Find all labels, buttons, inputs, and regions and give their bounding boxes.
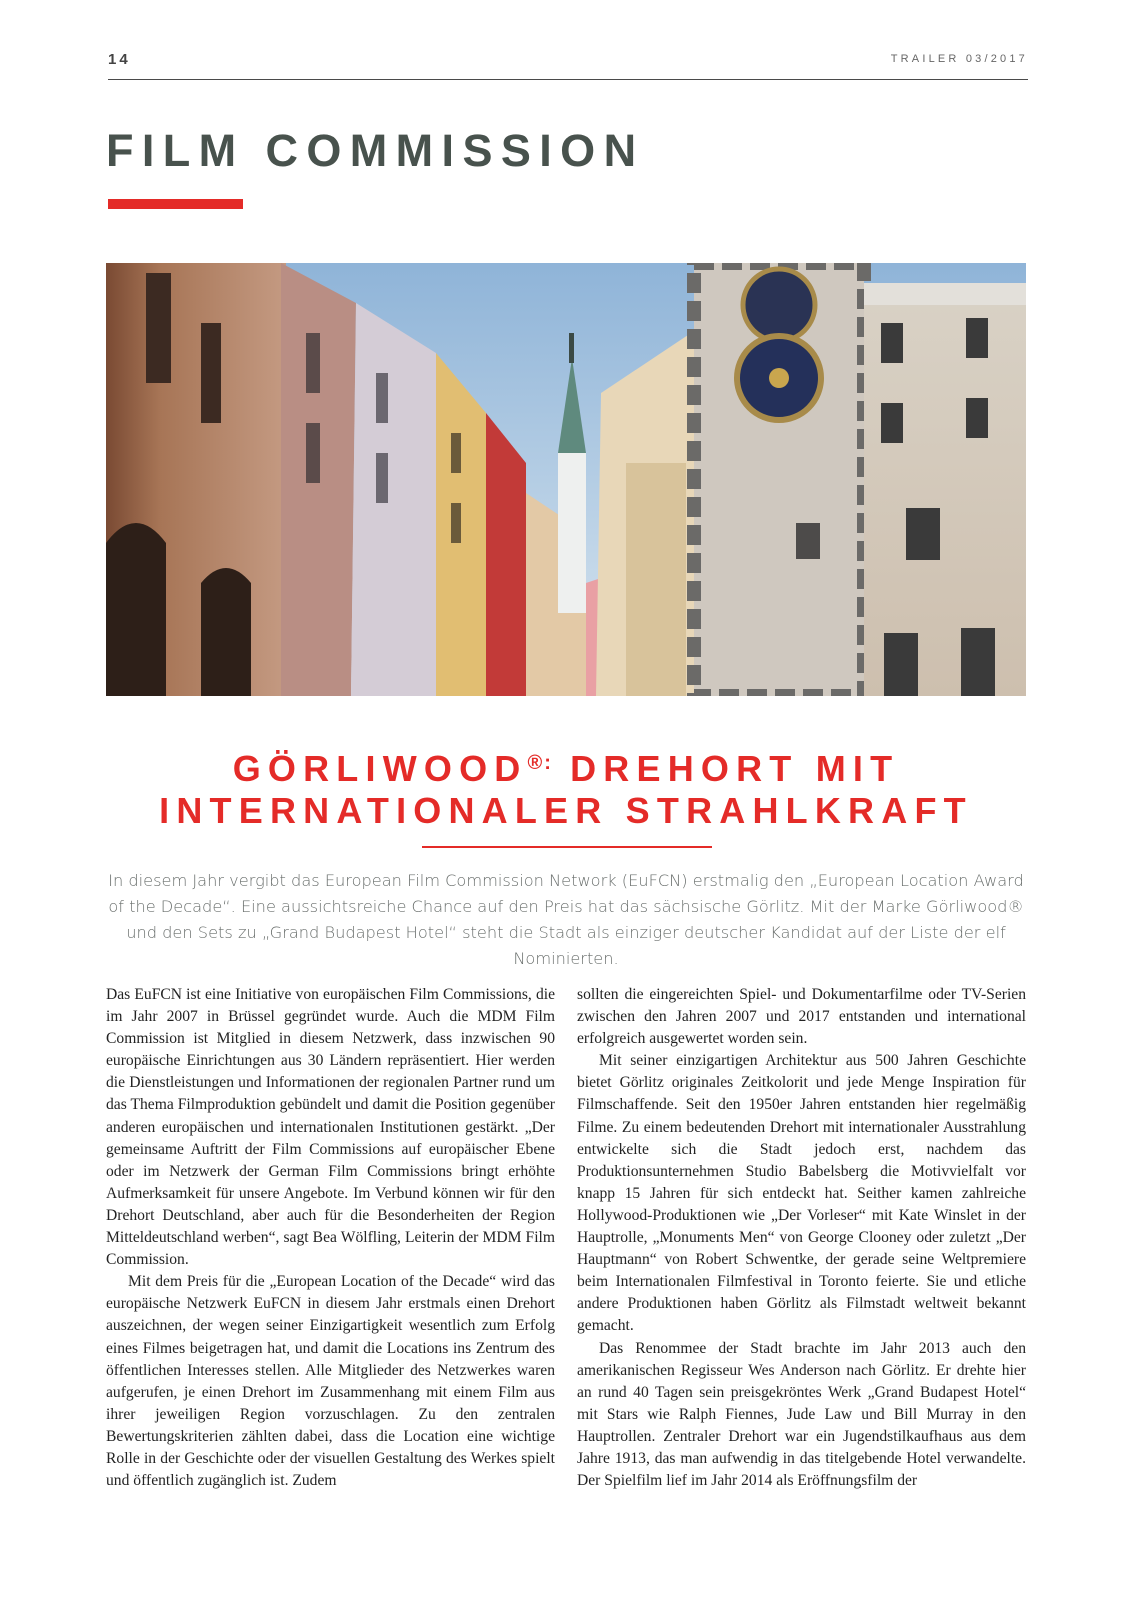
body-paragraph: Mit dem Preis für die „European Location of the Decade“ wird das europäische Netzwerk EuFCN in diesem Jahr erstmals einen Drehort auszeichnen, der wegen seiner Einzigartigkeit wesentlich zum Erfolg eines Filmes beigetragen hat, und damit die Locations ins Zentrum des öffentlichen Interesses stellen. Alle Mitglieder des Netzwerkes waren aufgerufen, je einen Drehort im Zusammenhang mit einem Film aus ihrer jeweiligen Region vorzuschlagen. Zu den zentralen Bewertungskriterien zählten dabei, dass die Location eine wichtige Rolle in der Geschichte oder der visuellen Gestaltung des Werkes spielt und öffentlich zugänglich ist. Zudem bbox=[106, 1273, 555, 1490]
section-accent-bar bbox=[108, 199, 243, 209]
headline-part2: DREHORT MIT bbox=[552, 748, 900, 789]
section-title: FILM COMMISSION bbox=[106, 125, 645, 176]
body-paragraph: Mit seiner einzigartigen Architektur aus 500 Jahren Geschichte bietet Görlitz originales Zeitkolorit und jede Menge Inspiration für Filmschaffende. Seit den 1950er Jahren entstanden hier regelmäßig Filme. Zu einem bedeutenden Drehort mit internationaler Ausstrahlung entwickelte sich die Stadt jedoch erst, nachdem das Produktionsunternehmen Studio Babelsberg die Motivvielfalt vor knapp 15 Jahren für sich entdeckt hat. Seither kamen zahlreiche Hollywood-Produktionen wie „Der Vorleser“ mit Kate Winslet in der Hauptrolle, „Monuments Men“ von George Clooney oder zuletzt „Der Hauptmann“ von Robert Schwentke, der gerade seine Weltpremiere beim Internationalen Filmfestival in Toronto feierte. Sie und etliche andere Produktionen haben Görlitz als Filmstadt weltweit bekannt gemacht. bbox=[577, 1052, 1026, 1335]
hero-photo bbox=[106, 263, 1026, 696]
headline-rule bbox=[422, 846, 712, 848]
issue-label: TRAILER 03/2017 bbox=[890, 53, 1028, 65]
page-number: 14 bbox=[108, 51, 131, 68]
headline-part1: GÖRLIWOOD bbox=[232, 748, 528, 789]
body-paragraph: Das Renommee der Stadt brachte im Jahr 2013 auch den amerikanischen Regisseur Wes Anderson nach Görlitz. Er drehte hier an rund 40 Tagen sein preisgekröntes Werk „Grand Budapest Hotel“ mit Stars wie Ralph Fiennes, Jude Law und Bill Murray in den Hauptrollen. Zentraler Drehort war ein Jugendstilkaufhaus aus dem Jahre 1913, das man aufwendig in das titelgebende Hotel verwandelte. Der Spielfilm lief im Jahr 2014 als Eröffnungsfilm der bbox=[577, 1339, 1026, 1490]
header-rule bbox=[108, 79, 1028, 80]
headline-line2: INTERNATIONALER STRAHLKRAFT bbox=[159, 790, 973, 831]
lead-paragraph: In diesem Jahr vergibt das European Film Commission Network (EuFCN) erstmalig den „European Location Award of the Decade“. Eine aussichtsreiche Chance auf den Preis hat das sächsische Görlitz. Mit der Marke Görliwood® und den Sets zu „Grand Budapest Hotel“ steht die Stadt als einziger deutscher Kandidat auf der Liste der elf Nominierten. bbox=[108, 871, 1024, 968]
body-paragraph: sollten die eingereichten Spiel- und Dokumentarfilme oder TV-Serien zwischen den Jahren 2007 und 2017 entstanden und international erfolgreich ausgewertet worden sein. bbox=[577, 986, 1026, 1048]
body-column-left bbox=[106, 984, 555, 1492]
article-headline bbox=[106, 742, 1026, 832]
headline-registered-mark: ®: bbox=[527, 752, 553, 774]
body-paragraph: Das EuFCN ist eine Initiative von europäischen Film Commissions, die im Jahr 2007 in Brüssel gegründet wurde. Auch die MDM Film Commission ist Mitglied in diesem Netzwerk, dass inzwischen 90 europäische Einrichtungen aus 30 Ländern repräsentiert. Hier werden die Dienstleistungen und Informationen der regionalen Partner rund um das Thema Filmproduktion gebündelt und damit die Position gegenüber anderen europäischen und internationalen Institutionen gestärkt. „Der gemeinsame Auftritt der Film Commissions auf europäischer Ebene oder im Netzwerk der German Film Commissions bringt erhöhte Aufmerksamkeit für unsere Angebote. Im Verbund können wir für den Drehort Deutschland, aber auch für die Besonderheiten der Region Mitteldeutschland werben“, sagt Bea Wölfling, Leiterin der MDM Film Commission. bbox=[106, 986, 555, 1269]
body-column-right bbox=[577, 984, 1026, 1492]
